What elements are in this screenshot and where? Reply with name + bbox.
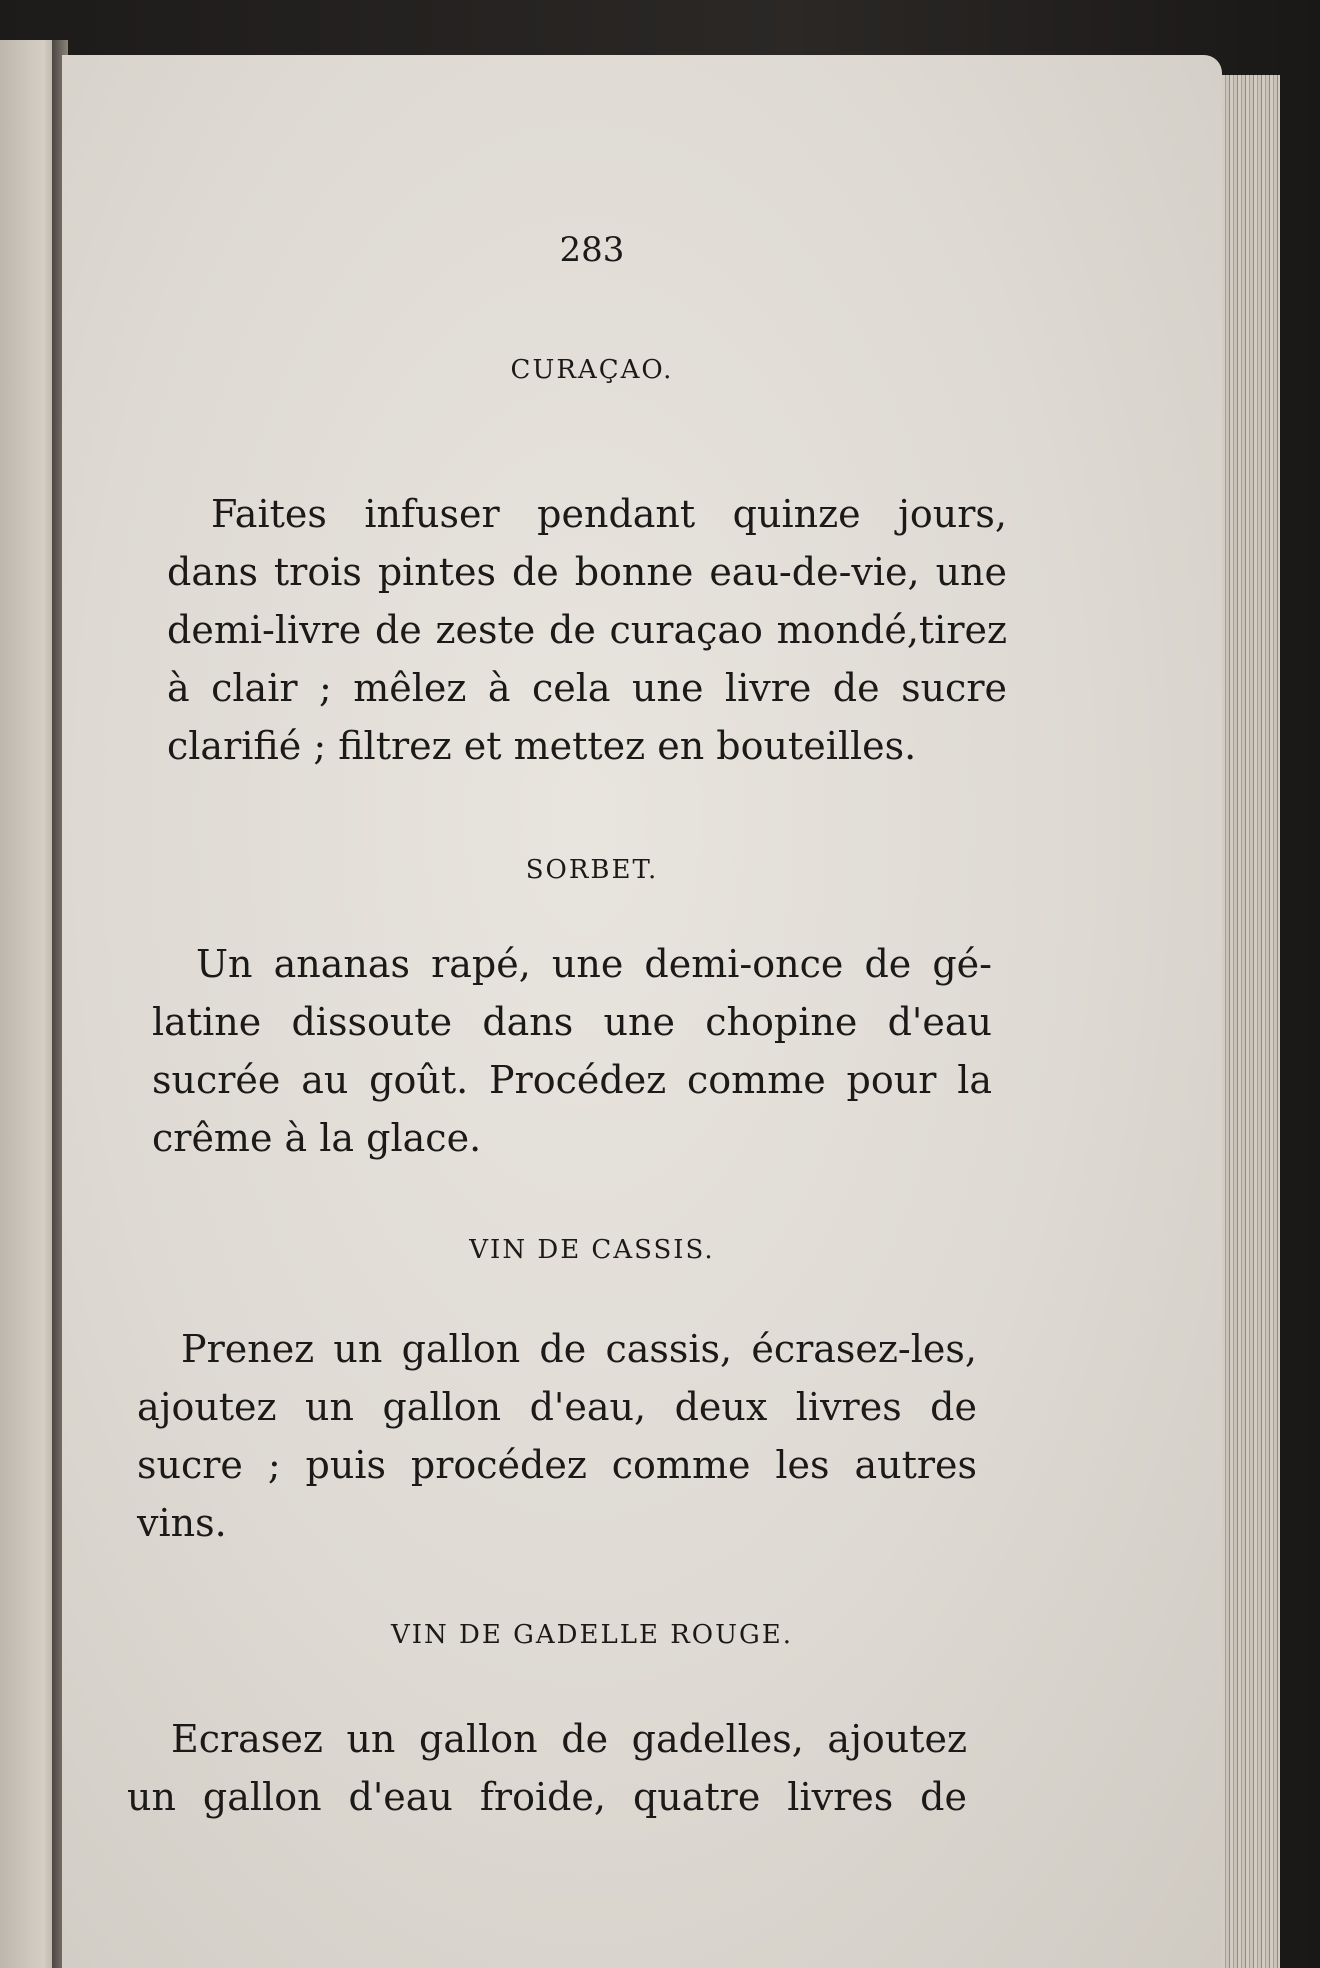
paragraph-line: sucre ; puis procédez comme les autres bbox=[137, 1443, 977, 1487]
paragraph-line: crême à la glace. bbox=[152, 1116, 482, 1160]
section-paragraph-sorbet bbox=[152, 935, 992, 1167]
paragraph-line: un gallon d'eau froide, quatre livres de bbox=[127, 1775, 967, 1819]
paragraph-line: Ecrasez un gallon de gadelles, ajoutez bbox=[171, 1717, 967, 1761]
paragraph-line: Prenez un gallon de cassis, écrasez-les, bbox=[181, 1327, 977, 1371]
section-paragraph-vin-de-cassis bbox=[137, 1320, 977, 1552]
page-number: 283 bbox=[559, 230, 625, 270]
paragraph-line: latine dissoute dans une chopine d'eau bbox=[152, 1000, 992, 1044]
paragraph-line: Faites infuser pendant quinze jours, bbox=[211, 492, 1007, 536]
paragraph-line: à clair ; mêlez à cela une livre de sucre bbox=[167, 666, 1007, 710]
paragraph-line: sucrée au goût. Procédez comme pour la bbox=[152, 1058, 992, 1102]
paragraph-line: dans trois pintes de bonne eau-de-vie, une bbox=[167, 550, 1007, 594]
section-heading-sorbet: SORBET. bbox=[525, 855, 659, 885]
section-heading-vin-de-cassis: VIN DE CASSIS. bbox=[469, 1235, 715, 1265]
paragraph-line: demi-livre de zeste de curaçao mondé,tirez bbox=[167, 608, 1007, 652]
paragraph-line: vins. bbox=[137, 1501, 227, 1545]
paragraph-line: Un ananas rapé, une demi-once de gé- bbox=[196, 942, 992, 986]
section-paragraph-curacao bbox=[167, 485, 1007, 775]
section-heading-vin-de-gadelle-rouge: VIN DE GADELLE ROUGE. bbox=[390, 1620, 794, 1650]
paragraph-line: clarifié ; filtrez et mettez en bouteilles. bbox=[167, 724, 917, 768]
paragraph-line: ajoutez un gallon d'eau, deux livres de bbox=[137, 1385, 977, 1429]
book-page bbox=[62, 55, 1222, 1968]
section-paragraph-vin-de-gadelle-rouge bbox=[127, 1710, 967, 1826]
section-heading-curacao: CURAÇAO. bbox=[510, 355, 674, 385]
page-text bbox=[62, 55, 1222, 1968]
